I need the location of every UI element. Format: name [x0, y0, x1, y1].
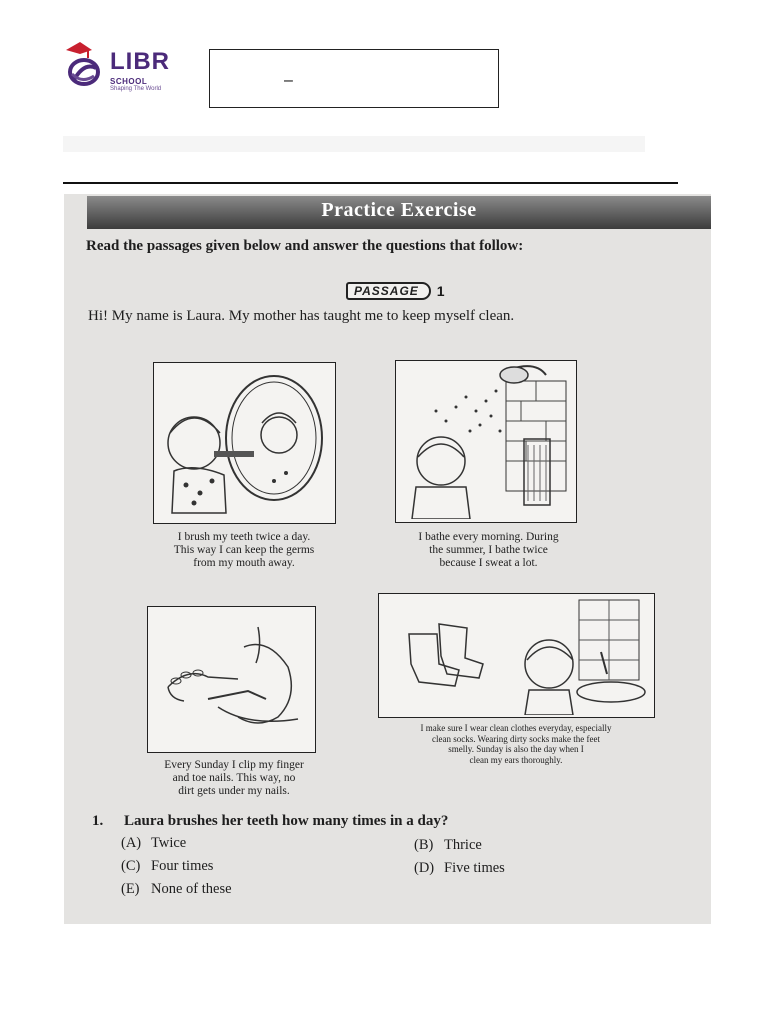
option-e[interactable] [121, 881, 232, 898]
instruction-text: Read the passages given below and answer the questions that follow: [86, 238, 524, 254]
option-label: (D) [414, 860, 435, 876]
passage-intro: Hi! My name is Laura. My mother has taught me to keep myself clean. [88, 308, 515, 324]
option-label: (E) [121, 881, 140, 897]
caption-line: the summer, I bathe twice [429, 544, 548, 556]
option-label: (A) [121, 835, 142, 851]
worksheet-scan [64, 194, 711, 924]
logo-tagline: Shaping The World [110, 86, 162, 92]
option-text: Five times [444, 860, 505, 876]
option-text: Thrice [444, 837, 482, 853]
panel-socks-and-ears [378, 593, 655, 718]
option-text: Four times [151, 858, 214, 874]
option-d[interactable] [414, 860, 505, 877]
header-band [63, 136, 645, 152]
caption-line: from my mouth away. [193, 557, 295, 569]
option-text: None of these [151, 881, 232, 897]
header-divider [63, 182, 678, 184]
passage-badge: PASSAGE [346, 282, 431, 300]
caption-line: Every Sunday I clip my finger [164, 759, 304, 771]
logo-school-text: SCHOOL [110, 77, 148, 86]
option-a[interactable] [121, 835, 186, 852]
panel-brushing-teeth-caption [144, 531, 344, 570]
hands-clipping-nails-icon [148, 607, 313, 750]
libr-emblem-icon [62, 40, 106, 96]
passage-label [346, 280, 445, 302]
name-box [209, 49, 499, 108]
option-label: (B) [414, 837, 434, 853]
caption-line: clean socks. Wearing dirty socks make the feet [431, 733, 601, 744]
caption-line: I brush my teeth twice a day. [177, 531, 311, 543]
panel-clipping-nails-caption [139, 759, 329, 798]
panel-brushing-teeth [153, 362, 336, 524]
caption-line: and toe nails. This way, no [172, 772, 296, 784]
option-label: (C) [121, 858, 141, 874]
panel-showering [395, 360, 577, 523]
banner [87, 196, 711, 229]
caption-line: smelly. Sunday is also the day when I [448, 744, 584, 754]
logo-text: LIBR [110, 48, 170, 75]
passage-number: 1 [436, 283, 445, 299]
panel-clipping-nails [147, 606, 316, 753]
option-b[interactable] [414, 837, 482, 854]
caption-line: dirt gets under my nails. [178, 785, 290, 797]
girl-brushing-teeth-icon [154, 363, 334, 521]
socks-and-girl-washing-icon [379, 594, 652, 715]
caption-line: I make sure I wear clean clothes everyday, especially [420, 723, 612, 733]
caption-line: This way I can keep the germs [173, 544, 315, 556]
question-text: Laura brushes her teeth how many times in a day? [124, 813, 449, 829]
banner-title: Practice Exercise [321, 199, 477, 221]
caption-line: because I sweat a lot. [439, 557, 538, 569]
question-1 [92, 813, 448, 830]
school-logo [62, 40, 182, 96]
option-c[interactable] [121, 858, 213, 875]
caption-line: clean my ears thoroughly. [469, 754, 563, 765]
name-box-text: – [284, 72, 293, 89]
girl-showering-icon [396, 361, 574, 519]
panel-showering-caption [386, 531, 591, 570]
question-number: 1. [92, 813, 104, 829]
caption-line: I bathe every morning. During [418, 531, 559, 543]
panel-socks-and-ears-caption [366, 723, 666, 765]
option-text: Twice [151, 835, 187, 851]
